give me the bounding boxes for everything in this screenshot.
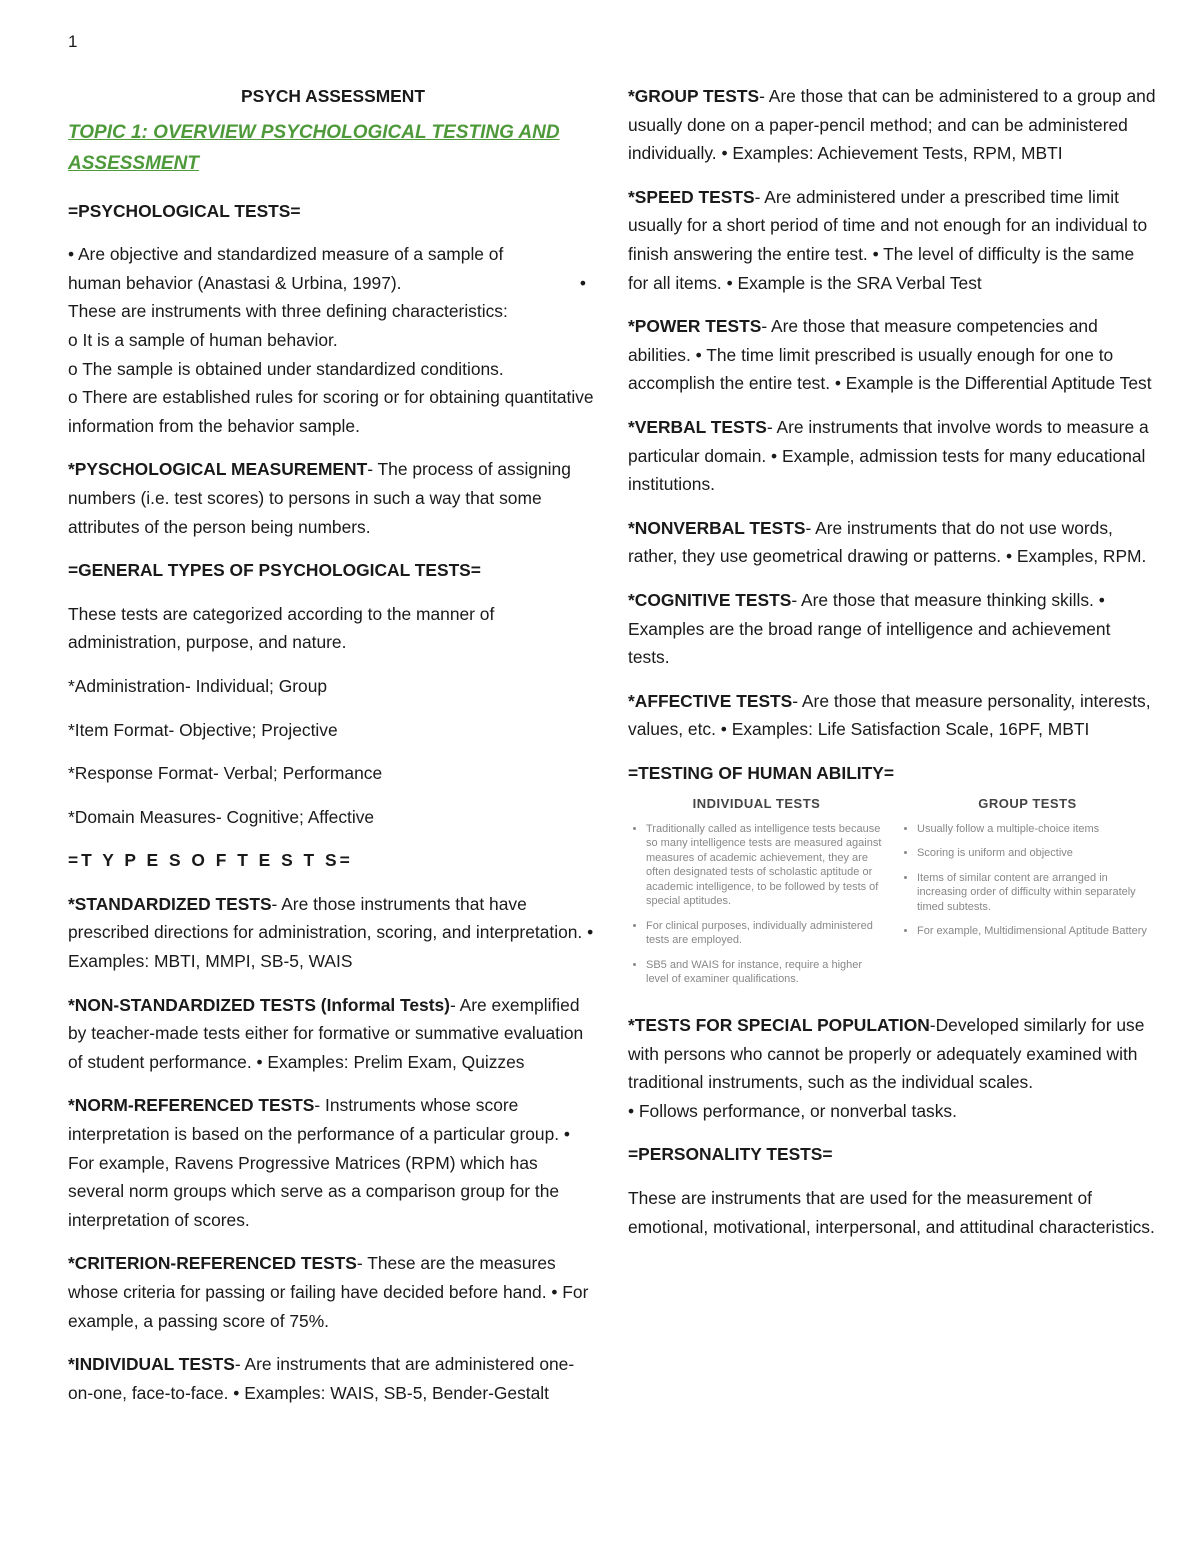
figure-list-item: • Usually follow a multiple-choice items: [917, 822, 1156, 837]
power-entry: *POWER TESTS- Are those that measure competencies and abilities. • The time limit prescribed is usually enough for one to accomplish the entire test. • Example is the Differential Aptitude Test: [628, 316, 1152, 394]
general-types-intro: These tests are categorized according to the manner of administration, purpose, and nature.: [68, 603, 495, 653]
figure-group-list: [899, 822, 1156, 939]
figure-list-item: • Scoring is uniform and objective: [917, 846, 1156, 861]
figure-list-item: • SB5 and WAIS for instance, require a higher level of examiner qualifications.: [646, 958, 885, 987]
right-column: [628, 82, 1156, 1256]
figure-individual-column: [628, 797, 885, 997]
figure-list-item: • Items of similar content are arranged in increasing order of difficulty within separately timed subtests.: [917, 871, 1156, 915]
figure-list-item: • For clinical purposes, individually administered tests are employed.: [646, 919, 885, 948]
affective-entry: *AFFECTIVE TESTS- Are those that measure personality, interests, values, etc. • Examples: Life Satisfaction Scale, 16PF, MBTI: [628, 690, 1151, 740]
figure-individual-list: [628, 822, 885, 987]
criterion-referenced-entry: *CRITERION-REFERENCED TESTS- These are the measures whose criteria for passing or failing have decided before hand. • For example, a passing score of 75%.: [68, 1253, 589, 1331]
bullet-glyph: •: [579, 272, 586, 293]
non-standardized-entry: *NON-STANDARDIZED TESTS (Informal Tests)- Are exemplified by teacher-made tests either for formative or summative evaluation of student performance. • Examples: Prelim Exam, Quizzes: [68, 994, 584, 1072]
figure-group-column: [899, 797, 1156, 997]
definition-line: • Are objective and standardized measure of a sample of: [68, 244, 504, 265]
characteristic-item: o The sample is obtained under standardized conditions.: [68, 358, 504, 379]
figure-list-item: • For example, Multidimensional Aptitude Battery: [917, 924, 1156, 939]
measurement-entry: *PYSCHOLOGICAL MEASUREMENT- The process of assigning numbers (i.e. test scores) to persons in such a way that some attributes of the person being numbers.: [68, 459, 571, 537]
nonverbal-entry: *NONVERBAL TESTS- Are instruments that do not use words, rather, they use geometrical drawing or patterns. • Examples, RPM.: [628, 517, 1147, 567]
special-population-bullet: • Follows performance, or nonverbal tasks.: [628, 1100, 957, 1121]
characteristic-item: o There are established rules for scoring or for obtaining quantitative information from the behavior sample.: [68, 387, 594, 436]
individual-entry: *INDIVIDUAL TESTS- Are instruments that are administered one-on-one, face-to-face. • Examples: WAIS, SB-5, Bender-Gestalt: [68, 1354, 575, 1403]
definition-line: human behavior (Anastasi & Urbina, 1997). •: [68, 269, 598, 298]
characteristic-item: o It is a sample of human behavior.: [68, 329, 338, 350]
definition-block: [68, 240, 598, 440]
page-number: 1: [68, 32, 78, 51]
left-column: [68, 82, 598, 1422]
figure-individual-heading: INDIVIDUAL TESTS: [692, 796, 821, 812]
personality-tests-text: These are instruments that are used for the measurement of emotional, motivational, interpersonal, and attitudinal characteristics.: [628, 1187, 1155, 1237]
figure-group-heading: GROUP TESTS: [978, 796, 1077, 812]
type-administration: *Administration- Individual; Group: [68, 675, 328, 696]
speed-entry: *SPEED TESTS- Are administered under a prescribed time limit usually for a short period of time and not enough for an individual to finish answering the entire test. • The level of difficulty is the same for all items. • Example is the SRA Verbal Test: [628, 186, 1148, 293]
type-response-format: *Response Format- Verbal; Performance: [68, 763, 383, 784]
types-of-tests-heading: =T Y P E S O F T E S T S=: [68, 850, 353, 871]
verbal-entry: *VERBAL TESTS- Are instruments that involve words to measure a particular domain. • Example, admission tests for many educational institutions.: [628, 416, 1149, 495]
type-item-format: *Item Format- Objective; Projective: [68, 719, 338, 740]
type-domain-measures: *Domain Measures- Cognitive; Affective: [68, 806, 375, 827]
standardized-entry: *STANDARDIZED TESTS- Are those instruments that have prescribed directions for administration, scoring, and interpretation. • Examples: MBTI, MMPI, SB-5, WAIS: [68, 893, 594, 972]
human-ability-figure: [628, 797, 1156, 997]
definition-line: These are instruments with three defining characteristics:: [68, 301, 508, 322]
document-title: PSYCH ASSESSMENT: [241, 86, 425, 106]
human-ability-heading: =TESTING OF HUMAN ABILITY=: [628, 762, 895, 783]
personality-tests-heading: =PERSONALITY TESTS=: [628, 1144, 833, 1165]
special-population-entry: *TESTS FOR SPECIAL POPULATION-Developed similarly for use with persons who cannot be properly or adequately examined with traditional instruments, such as the individual scales.: [628, 1014, 1145, 1093]
norm-referenced-entry: *NORM-REFERENCED TESTS- Instruments whose score interpretation is based on the performance of a particular group. • For example, Ravens Progressive Matrices (RPM) which has several norm groups which serve as a comparison group for the interpretation of scores.: [68, 1095, 571, 1230]
figure-list-item: • Traditionally called as intelligence tests because so many intelligence tests are measured against measures of academic achievement, they are often designated tests of scholastic aptitude or academic intelligence, to be followed by tests of special aptitudes.: [646, 822, 885, 909]
cognitive-entry: *COGNITIVE TESTS- Are those that measure thinking skills. • Examples are the broad range of intelligence and achievement tests.: [628, 589, 1111, 668]
topic-heading: TOPIC 1: OVERVIEW PSYCHOLOGICAL TESTING AND ASSESSMENT: [68, 121, 560, 174]
psychological-tests-heading: =PSYCHOLOGICAL TESTS=: [68, 200, 301, 221]
general-types-heading: =GENERAL TYPES OF PSYCHOLOGICAL TESTS=: [68, 560, 481, 581]
group-entry: *GROUP TESTS- Are those that can be administered to a group and usually done on a paper-pencil method; and can be administered individually. • Examples: Achievement Tests, RPM, MBTI: [628, 86, 1156, 164]
